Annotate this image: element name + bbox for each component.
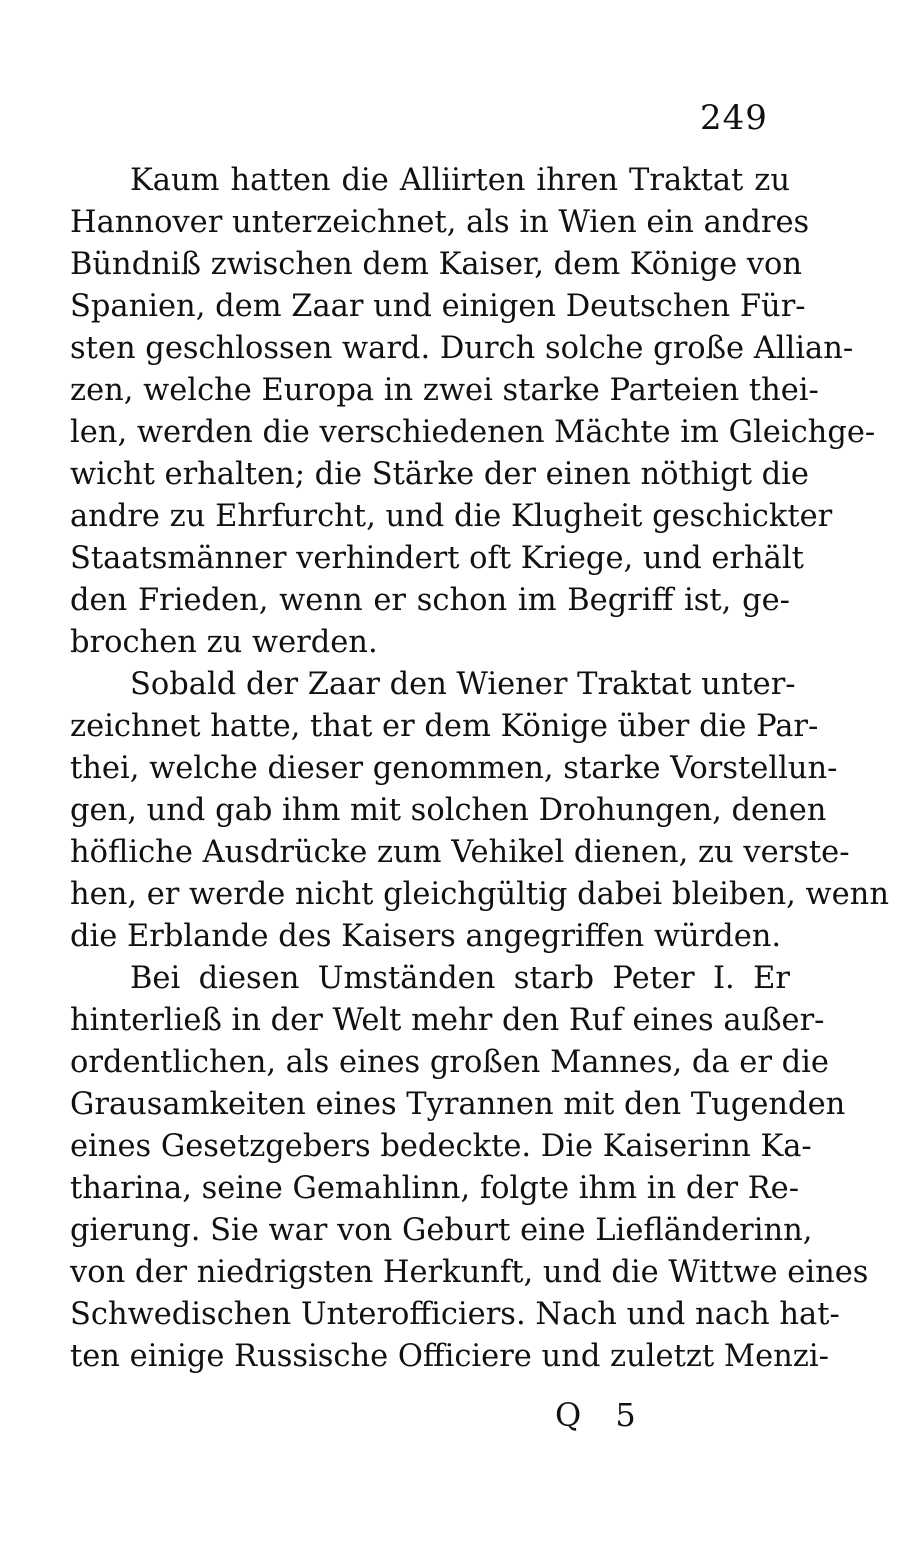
text-line: gierung. Sie war von Geburt eine Liefländerinn, (70, 1213, 813, 1248)
text-line: Schwedischen Unterofficiers. Nach und nach hat- (70, 1297, 840, 1332)
text-line: zeichnet hatte, that er dem Könige über die Par- (70, 709, 819, 744)
signature-mark: Q 5 (555, 1396, 648, 1434)
text-line: gen, und gab ihm mit solchen Drohungen, denen (70, 793, 827, 828)
text-line: Grausamkeiten eines Tyrannen mit den Tugenden (70, 1087, 846, 1122)
text-line: tharina, seine Gemahlinn, folgte ihm in der Re- (70, 1171, 800, 1206)
text-line: thei, welche dieser genommen, starke Vorstellun- (70, 751, 838, 786)
text-line: wicht erhalten; die Stärke der einen nöthigt die (70, 457, 809, 492)
paragraph-2 (70, 664, 889, 958)
text-line: Kaum hatten die Alliirten ihren Traktat zu (130, 163, 790, 198)
text-line: ten einige Russische Officiere und zuletzt Menzi- (70, 1339, 829, 1374)
paragraph-1 (70, 160, 876, 664)
text-line: Spanien, dem Zaar und einigen Deutschen Für- (70, 289, 806, 324)
text-line: Bündniß zwischen dem Kaiser, dem Könige von (70, 247, 803, 282)
text-line: zen, welche Europa in zwei starke Parteien thei- (70, 373, 819, 408)
text-line: Sobald der Zaar den Wiener Traktat unter- (130, 667, 796, 702)
text-line: ordentlichen, als eines großen Mannes, da er die (70, 1045, 829, 1080)
text-line: andre zu Ehrfurcht, und die Klugheit geschickter (70, 499, 833, 534)
text-line: den Frieden, wenn er schon im Begriff ist, ge- (70, 583, 790, 618)
body-text (70, 160, 889, 1378)
text-line: eines Gesetzgebers bedeckte. Die Kaiserinn Ka- (70, 1129, 812, 1164)
paragraph-3 (70, 958, 869, 1378)
text-line: len, werden die verschiedenen Mächte im Gleichge- (70, 415, 876, 450)
text-line: Staatsmänner verhindert oft Kriege, und erhält (70, 541, 804, 576)
text-line: Bei diesen Umständen starb Peter I. Er (130, 961, 790, 996)
text-line: von der niedrigsten Herkunft, und die Wittwe eines (70, 1255, 869, 1290)
text-line: brochen zu werden. (70, 625, 378, 660)
text-line: hinterließ in der Welt mehr den Ruf eines außer- (70, 1003, 825, 1038)
text-line: die Erblande des Kaisers angegriffen würden. (70, 919, 782, 954)
text-line: höfliche Ausdrücke zum Vehikel dienen, zu verste- (70, 835, 850, 870)
page-number: 249 (700, 98, 768, 138)
text-line: sten geschlossen ward. Durch solche große Allian- (70, 331, 854, 366)
text-line: Hannover unterzeichnet, als in Wien ein andres (70, 205, 810, 240)
text-line: hen, er werde nicht gleichgültig dabei bleiben, wenn (70, 877, 889, 912)
